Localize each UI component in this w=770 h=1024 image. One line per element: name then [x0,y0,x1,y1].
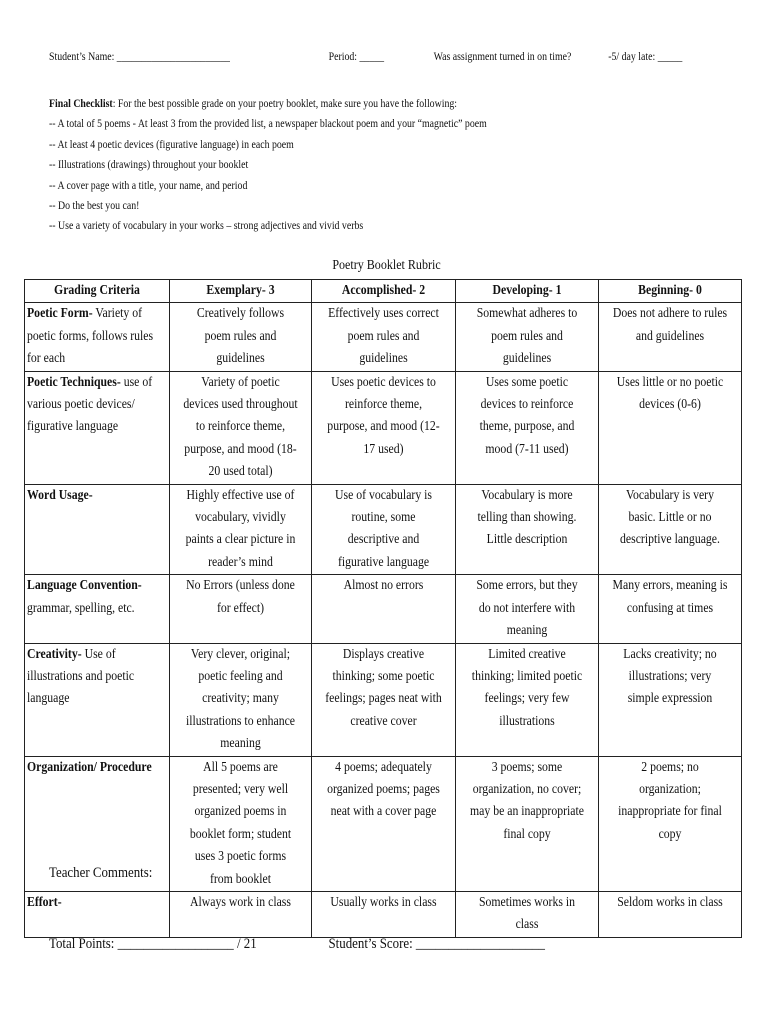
cell-developing: Limited creative thinking; limited poetic feelings; very few illustrations [456,643,599,756]
header-exemplary: Exemplary- 3 [170,280,312,303]
checklist-heading [49,93,582,113]
checklist-item: -- Use a variety of vocabulary in your works – strong adjectives and vivid verbs [49,218,364,233]
cell-developing: Uses some poetic devices to reinforce theme, purpose, and mood (7-11 used) [456,371,599,484]
cell-exemplary: No Errors (unless done for effect) [170,575,312,643]
criterion-cell: Effort- [25,891,170,937]
rubric-row-effort [25,891,742,937]
cell-exemplary: Variety of poetic devices used throughout to reinforce theme, purpose, and mood (18-20 used total) [170,371,312,484]
period-field[interactable]: Period: _____ [328,49,385,63]
header-accomplished: Accomplished- 2 [312,280,456,303]
cell-accomplished: 4 poems; adequately organized poems; pages neat with a cover page [312,756,456,891]
score-footer [49,936,634,958]
cell-developing: Vocabulary is more telling than showing. Little description [456,484,599,575]
header-criteria: Grading Criteria [25,280,170,303]
cell-developing: 3 poems; some organization, no cover; may be an inappropriate final copy [456,756,599,891]
cell-developing: Sometimes works in class [456,891,599,937]
rubric-row-poetic-form [25,303,742,371]
total-points-field[interactable]: Total Points: __________________ / 21 [49,936,257,952]
cell-accomplished: Almost no errors [312,575,456,643]
header-beginning: Beginning- 0 [599,280,742,303]
criterion-cell: Word Usage- [25,484,170,575]
cell-accomplished: Uses poetic devices to reinforce theme, purpose, and mood (12-17 used) [312,371,456,484]
cell-developing: Somewhat adheres to poem rules and guidelines [456,303,599,371]
criterion-cell: Poetic Form- Variety of poetic forms, follows rules for each [25,303,170,371]
checklist-item: -- Illustrations (drawings) throughout your booklet [49,157,249,172]
rubric-title: Poetry Booklet Rubric [332,258,441,273]
checklist-item: -- A total of 5 poems - At least 3 from the provided list, a newspaper blackout poem and your “magnetic” poem [49,116,487,131]
rubric-row-poetic-techniques [25,371,742,484]
criterion-cell: Creativity- Use of illustrations and poetic language [25,643,170,756]
checklist-item: -- A cover page with a title, your name, and period [49,177,248,192]
cell-exemplary: Always work in class [170,891,312,937]
criterion-cell: Language Convention- grammar, spelling, etc. [25,575,170,643]
criterion-cell: Poetic Techniques- use of various poetic devices/ figurative language [25,371,170,484]
final-checklist [49,93,582,236]
cell-accomplished: Usually works in class [312,891,456,937]
rubric-row-language-convention [25,575,742,643]
cell-developing: Some errors, but they do not interfere with meaning [456,575,599,643]
cell-accomplished: Effectively uses correct poem rules and guidelines [312,303,456,371]
checklist-intro: : For the best possible grade on your poetry booklet, make sure you have the following: [112,96,458,110]
checklist-item: -- At least 4 poetic devices (figurative language) in each poem [49,136,294,151]
turned-in-question: Was assignment turned in on time? [433,49,572,63]
criterion-cell: Organization/ Procedure [25,756,170,891]
rubric-row-creativity [25,643,742,756]
cell-beginning: Vocabulary is very basic. Little or no descriptive language. [599,484,742,575]
cell-exemplary: Creatively follows poem rules and guidelines [170,303,312,371]
rubric-table [24,279,742,938]
cell-beginning: Lacks creativity; no illustrations; very simple expression [599,643,742,756]
cell-exemplary: All 5 poems are presented; very well organized poems in booklet form; student uses 3 poetic forms from booklet [170,756,312,891]
cell-beginning: Seldom works in class [599,891,742,937]
cell-beginning: Does not adhere to rules and guidelines [599,303,742,371]
rubric-header-row [25,280,742,303]
checklist-title: Final Checklist [49,96,113,110]
cell-beginning: 2 poems; no organization; inappropriate for final copy [599,756,742,891]
teacher-comments-label: Teacher Comments: [49,865,153,881]
cell-accomplished: Use of vocabulary is routine, some descriptive and figurative language [312,484,456,575]
cell-beginning: Uses little or no poetic devices (0-6) [599,371,742,484]
rubric-row-word-usage [25,484,742,575]
student-name-field[interactable]: Student’s Name: _______________________ [49,49,230,63]
cell-exemplary: Very clever, original; poetic feeling and creativity; many illustrations to enhance meaning [170,643,312,756]
cell-beginning: Many errors, meaning is confusing at times [599,575,742,643]
cell-exemplary: Highly effective use of vocabulary, vividly paints a clear picture in reader’s mind [170,484,312,575]
student-score-field[interactable]: Student’s Score: ____________________ [328,936,545,952]
checklist-item: -- Do the best you can! [49,198,140,213]
late-penalty-field[interactable]: -5/ day late: _____ [608,49,683,63]
header-developing: Developing- 1 [456,280,599,303]
cell-accomplished: Displays creative thinking; some poetic feelings; pages neat with creative cover [312,643,456,756]
student-info-header [49,49,683,67]
